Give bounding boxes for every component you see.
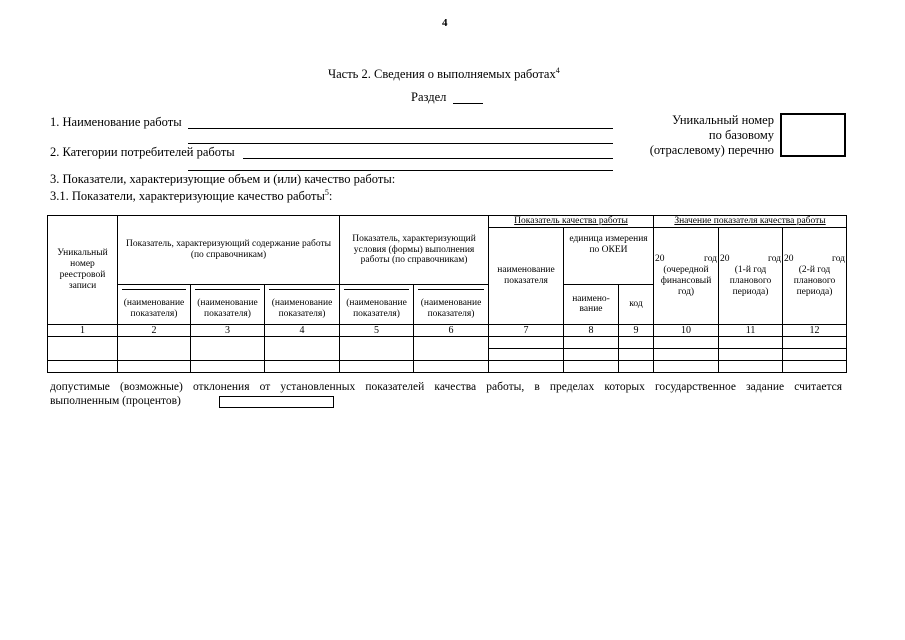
table-cell[interactable] <box>489 349 564 361</box>
unit-name-header: наимено-вание <box>564 284 619 324</box>
content-indicator-3[interactable] <box>265 284 340 324</box>
quality-footnote: 5 <box>324 188 329 197</box>
table-cell[interactable] <box>719 337 783 349</box>
consumer-category-label: 2. Категории потребителей работы <box>50 145 235 159</box>
quality-indicator-header <box>489 216 654 228</box>
table-cell[interactable] <box>564 361 619 373</box>
year-current-desc: (очередной финансовый год) <box>660 265 712 297</box>
consumer-category-field-line2[interactable] <box>188 170 613 171</box>
year-plan2-line <box>784 254 845 265</box>
table-cell[interactable] <box>265 361 340 373</box>
table-cell[interactable] <box>48 361 118 373</box>
unique-number-box[interactable] <box>780 113 846 157</box>
table-cell[interactable] <box>654 361 719 373</box>
column-number: 3 <box>191 324 265 337</box>
unique-number-line1: Уникальный номер <box>672 113 774 127</box>
table-cell[interactable] <box>619 361 654 373</box>
table-cell[interactable] <box>719 361 783 373</box>
year-plan1-line <box>720 254 781 265</box>
table-cell[interactable] <box>489 337 564 349</box>
indicators-label: 3. Показатели, характеризующие объем и (или) качество работы: <box>50 172 396 186</box>
conditions-indicator-2[interactable] <box>414 284 489 324</box>
table-cell[interactable] <box>783 349 847 361</box>
part-title <box>328 66 560 82</box>
content-indicator-2[interactable] <box>191 284 265 324</box>
deviation-percent-field[interactable] <box>219 396 334 408</box>
work-name-field-line2[interactable] <box>188 143 613 144</box>
table-row <box>48 361 847 373</box>
year-header-plan2 <box>783 227 847 324</box>
unit-header: единица измерения по ОКЕИ <box>564 227 654 284</box>
conditions-indicator-2-label: (наименование показателя) <box>420 298 482 319</box>
part-title-text: Часть 2. Сведения о выполняемых работах <box>328 67 556 82</box>
table-cell[interactable] <box>191 337 265 361</box>
quality-indicator-header-text: Показатель качества работы <box>514 216 628 226</box>
part-footnote: 4 <box>555 66 560 75</box>
table-cell[interactable] <box>783 337 847 349</box>
work-name-field[interactable] <box>188 128 613 129</box>
table-row <box>48 337 847 349</box>
column-number: 11 <box>719 324 783 337</box>
table-cell[interactable] <box>48 337 118 361</box>
table-cell[interactable] <box>619 349 654 361</box>
column-number: 1 <box>48 324 118 337</box>
table-cell[interactable] <box>414 361 489 373</box>
content-indicator-header: Показатель, характеризующий содержание работы (по справочникам) <box>118 216 340 285</box>
table-cell[interactable] <box>564 337 619 349</box>
quality-label-text: 3.1. Показатели, характеризующие качество работы <box>50 189 325 204</box>
year-plan2-desc: (2-й год планового периода) <box>793 265 836 297</box>
year-current-prefix: 20 <box>655 254 665 265</box>
table-cell[interactable] <box>783 361 847 373</box>
indicator-name-header: наименование показателя <box>489 227 564 324</box>
table-cell[interactable] <box>118 361 191 373</box>
year-current-line <box>655 254 717 265</box>
quality-colon: : <box>328 189 333 204</box>
table-cell[interactable] <box>564 349 619 361</box>
section-label: Раздел <box>411 90 447 104</box>
year-current-suffix: год <box>704 254 718 265</box>
unique-number-line3: (отраслевому) перечню <box>649 143 774 157</box>
table-cell[interactable] <box>414 337 489 361</box>
year-header-plan1 <box>719 227 783 324</box>
table-cell[interactable] <box>191 361 265 373</box>
content-indicator-3-label: (наименование показателя) <box>271 298 333 319</box>
table-cell[interactable] <box>340 337 414 361</box>
column-number: 4 <box>265 324 340 337</box>
year-plan1-prefix: 20 <box>720 254 730 265</box>
year-header-current <box>654 227 719 324</box>
conditions-indicator-header: Показатель, характеризующий условия (формы) выполнения работы (по справочникам) <box>340 216 489 285</box>
conditions-indicator-1[interactable] <box>340 284 414 324</box>
column-number: 7 <box>489 324 564 337</box>
content-indicator-1-label: (наименование показателя) <box>123 298 185 319</box>
table-cell[interactable] <box>489 361 564 373</box>
year-plan2-suffix: год <box>832 254 846 265</box>
quality-value-header-text: Значение показателя качества работы <box>674 216 826 226</box>
column-number: 5 <box>340 324 414 337</box>
column-number-row <box>48 324 847 337</box>
column-number: 10 <box>654 324 719 337</box>
table-cell[interactable] <box>654 349 719 361</box>
unique-number-label <box>650 113 774 158</box>
quality-value-header <box>654 216 847 228</box>
table-cell[interactable] <box>719 349 783 361</box>
content-indicator-1[interactable] <box>118 284 191 324</box>
unit-code-header: код <box>619 284 654 324</box>
page-number: 4 <box>442 17 448 29</box>
year-plan1-suffix: год <box>768 254 782 265</box>
work-name-label: 1. Наименование работы <box>50 115 182 129</box>
registry-number-header: Уникальный номер реестровой записи <box>48 216 118 325</box>
content-indicator-2-label: (наименование показателя) <box>197 298 258 319</box>
deviation-text: допустимые (возможные) отклонения от установленных показателей качества работы, в пределах которых государственное задание считается <box>50 381 842 393</box>
column-number: 6 <box>414 324 489 337</box>
column-number: 9 <box>619 324 654 337</box>
year-plan1-desc: (1-й год планового периода) <box>729 265 772 297</box>
table-cell[interactable] <box>619 337 654 349</box>
conditions-indicator-1-label: (наименование показателя) <box>346 298 407 319</box>
section-number-field[interactable] <box>453 103 483 104</box>
table-cell[interactable] <box>265 337 340 361</box>
table-cell[interactable] <box>654 337 719 349</box>
column-number: 8 <box>564 324 619 337</box>
unique-number-line2: по базовому <box>708 128 774 142</box>
table-cell[interactable] <box>340 361 414 373</box>
consumer-category-field[interactable] <box>243 158 613 159</box>
column-number: 2 <box>118 324 191 337</box>
quality-label <box>50 188 332 204</box>
quality-indicators-table <box>47 215 847 373</box>
table-cell[interactable] <box>118 337 191 361</box>
year-plan2-prefix: 20 <box>784 254 794 265</box>
column-number: 12 <box>783 324 847 337</box>
deviation-text-line2: выполненным (процентов) <box>50 395 181 407</box>
